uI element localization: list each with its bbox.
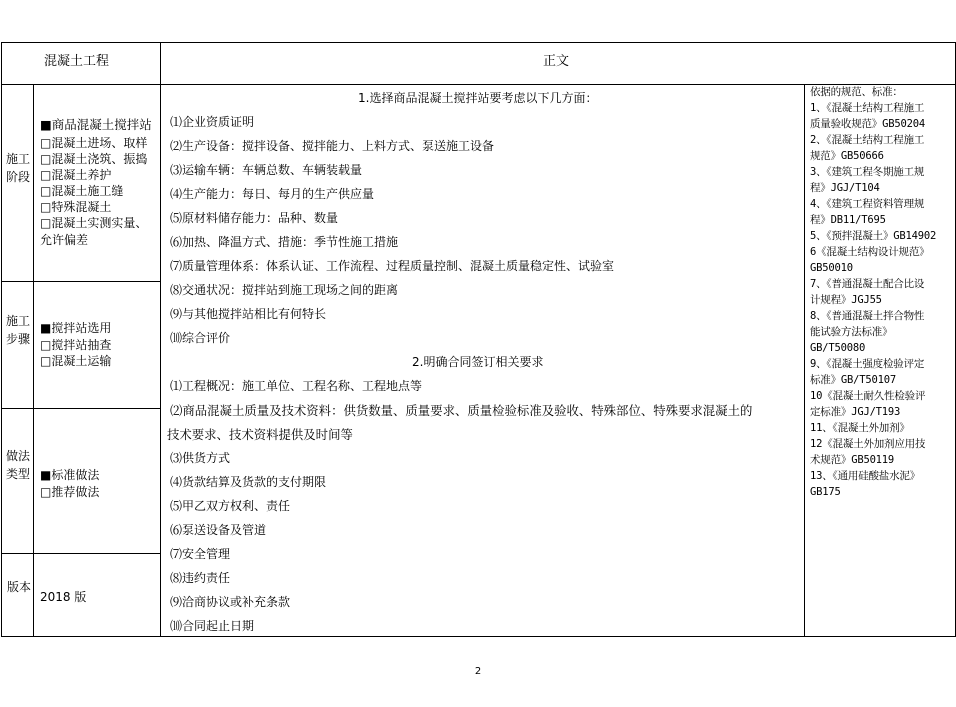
body-line: ⑺安全管理	[170, 547, 231, 561]
row-label-version: 版本	[6, 580, 31, 594]
body-line: ⑼洽商协议或补充条款	[170, 595, 291, 609]
row-divider-1	[1, 281, 160, 282]
nav-item-steps-0[interactable]: ■搅拌站选用	[40, 321, 112, 335]
body-line: ⑶供货方式	[170, 451, 231, 465]
nav-item-steps-2[interactable]: □混凝土运输	[40, 354, 112, 368]
body-line: 技术要求、技术资料提供及时间等	[167, 427, 353, 442]
ref-line: 定标准》JGJ/T193	[810, 406, 901, 418]
ref-line: 5、《预拌混凝土》GB14902	[810, 230, 937, 242]
ref-line: 12《混凝土外加剂应用技	[810, 438, 926, 450]
ref-line: GB/T50080	[810, 342, 866, 354]
body-line: ⑻违约责任	[170, 571, 231, 585]
ref-line: 4、《建筑工程资料管理规	[810, 198, 925, 210]
header-center-title: 正文	[543, 54, 570, 69]
body-line: ⑷生产能力：每日、每月的生产供应量	[170, 187, 375, 201]
body-line: ⑷货款结算及货款的支付期限	[170, 475, 327, 489]
body-line: ⑴工程概况：施工单位、工程名称、工程地点等	[170, 379, 423, 393]
nav-item-type-0[interactable]: ■标准做法	[40, 468, 100, 482]
ref-line: GB50010	[810, 262, 853, 274]
nav-item-stage-1[interactable]: □混凝土进场、取样	[40, 136, 148, 150]
ref-line: 7、《普通混凝土配合比设	[810, 278, 925, 290]
body-line: ⑽合同起止日期	[170, 619, 255, 633]
version-value: 2018 版	[40, 590, 87, 604]
table-left-border	[1, 42, 2, 637]
nav-item-stage-0[interactable]: ■商品混凝土搅拌站	[40, 117, 152, 132]
nav-item-stage-2[interactable]: □混凝土浇筑、振捣	[40, 152, 148, 166]
section-heading-1: 1.选择商品混凝土搅拌站要考虑以下几方面：	[358, 91, 598, 105]
ref-line: 2、《混凝土结构工程施工	[810, 134, 925, 146]
body-line: ⑴企业资质证明	[170, 115, 255, 129]
body-line: ⑵商品混凝土质量及技术资料：供货数量、质量要求、质量检验标准及验收、特殊部位、特殊要求混凝土的	[170, 403, 753, 418]
body-line: ⑵生产设备：搅拌设备、搅拌能力、上料方式、泵送施工设备	[170, 139, 495, 153]
ref-line: 计规程》JGJ55	[810, 294, 882, 306]
nav-item-stage-6[interactable]: □混凝土实测实量、	[40, 216, 148, 230]
ref-line: 3、《建筑工程冬期施工规	[810, 166, 925, 178]
ref-line: 术规范》GB50119	[810, 454, 895, 466]
body-line: ⑶运输车辆：车辆总数、车辆装载量	[170, 163, 363, 177]
ref-line: 程》DB11/T695	[810, 214, 886, 226]
ref-line: 11、《混凝土外加剂》	[810, 422, 910, 434]
nav-item-stage-7: 允许偏差	[40, 233, 89, 247]
nav-item-stage-3[interactable]: □混凝土养护	[40, 168, 112, 182]
nav-item-type-1[interactable]: □推荐做法	[40, 485, 100, 499]
body-line: ⑸甲乙双方权利、责任	[170, 499, 291, 513]
nav-item-stage-4[interactable]: □混凝土施工缝	[40, 184, 124, 198]
refs-heading: 依据的规范、标准：	[810, 86, 903, 98]
section-heading-2: 2.明确合同签订相关要求	[412, 355, 544, 369]
ref-line: 9、《混凝土强度检验评定	[810, 358, 925, 370]
row-label-steps: 施工 步骤	[5, 314, 30, 346]
nav-item-stage-5[interactable]: □特殊混凝土	[40, 200, 112, 214]
page-number: 2	[474, 666, 482, 677]
table-bottom-border	[1, 636, 956, 637]
ref-line: 8、《普通混凝土拌合物性	[810, 310, 925, 322]
row-divider-3	[1, 553, 160, 554]
ref-line: 规范》GB50666	[810, 150, 884, 162]
ref-line: 标准》GB/T50107	[810, 374, 896, 386]
ref-line: GB175	[810, 486, 841, 498]
nav-item-steps-1[interactable]: □搅拌站抽查	[40, 338, 112, 352]
row-label-stage: 施工 阶段	[5, 152, 30, 184]
table-top-border	[1, 42, 956, 43]
ref-line: 1、《混凝土结构工程施工	[810, 102, 925, 114]
header-left-title: 混凝土工程	[44, 54, 110, 69]
ref-line: 程》JGJ/T104	[810, 182, 880, 194]
body-line: ⑼与其他搅拌站相比有何特长	[170, 307, 327, 321]
ref-line: 能试验方法标准》	[810, 326, 893, 338]
row-label-type: 做法 类型	[5, 449, 30, 481]
refs-col-divider	[804, 84, 805, 637]
ref-line: 10《混凝土耐久性检验评	[810, 390, 926, 402]
body-line: ⑽综合评价	[170, 331, 231, 345]
ref-line: 13、《通用硅酸盐水泥》	[810, 470, 920, 482]
body-line: ⑹加热、降温方式、措施：季节性施工措施	[170, 235, 399, 249]
body-line: ⑺质量管理体系：体系认证、工作流程、过程质量控制、混凝土质量稳定性、试验室	[170, 259, 615, 273]
body-line: ⑸原材料储存能力：品种、数量	[170, 211, 339, 225]
label-col-divider	[33, 84, 34, 637]
body-line: ⑻交通状况：搅拌站到施工现场之间的距离	[170, 283, 399, 297]
ref-line: 6《混凝土结构设计规范》	[810, 246, 930, 258]
nav-col-divider	[160, 42, 161, 637]
ref-line: 质量验收规范》GB50204	[810, 118, 925, 130]
row-divider-2	[1, 408, 160, 409]
body-line: ⑹泵送设备及管道	[170, 523, 267, 537]
